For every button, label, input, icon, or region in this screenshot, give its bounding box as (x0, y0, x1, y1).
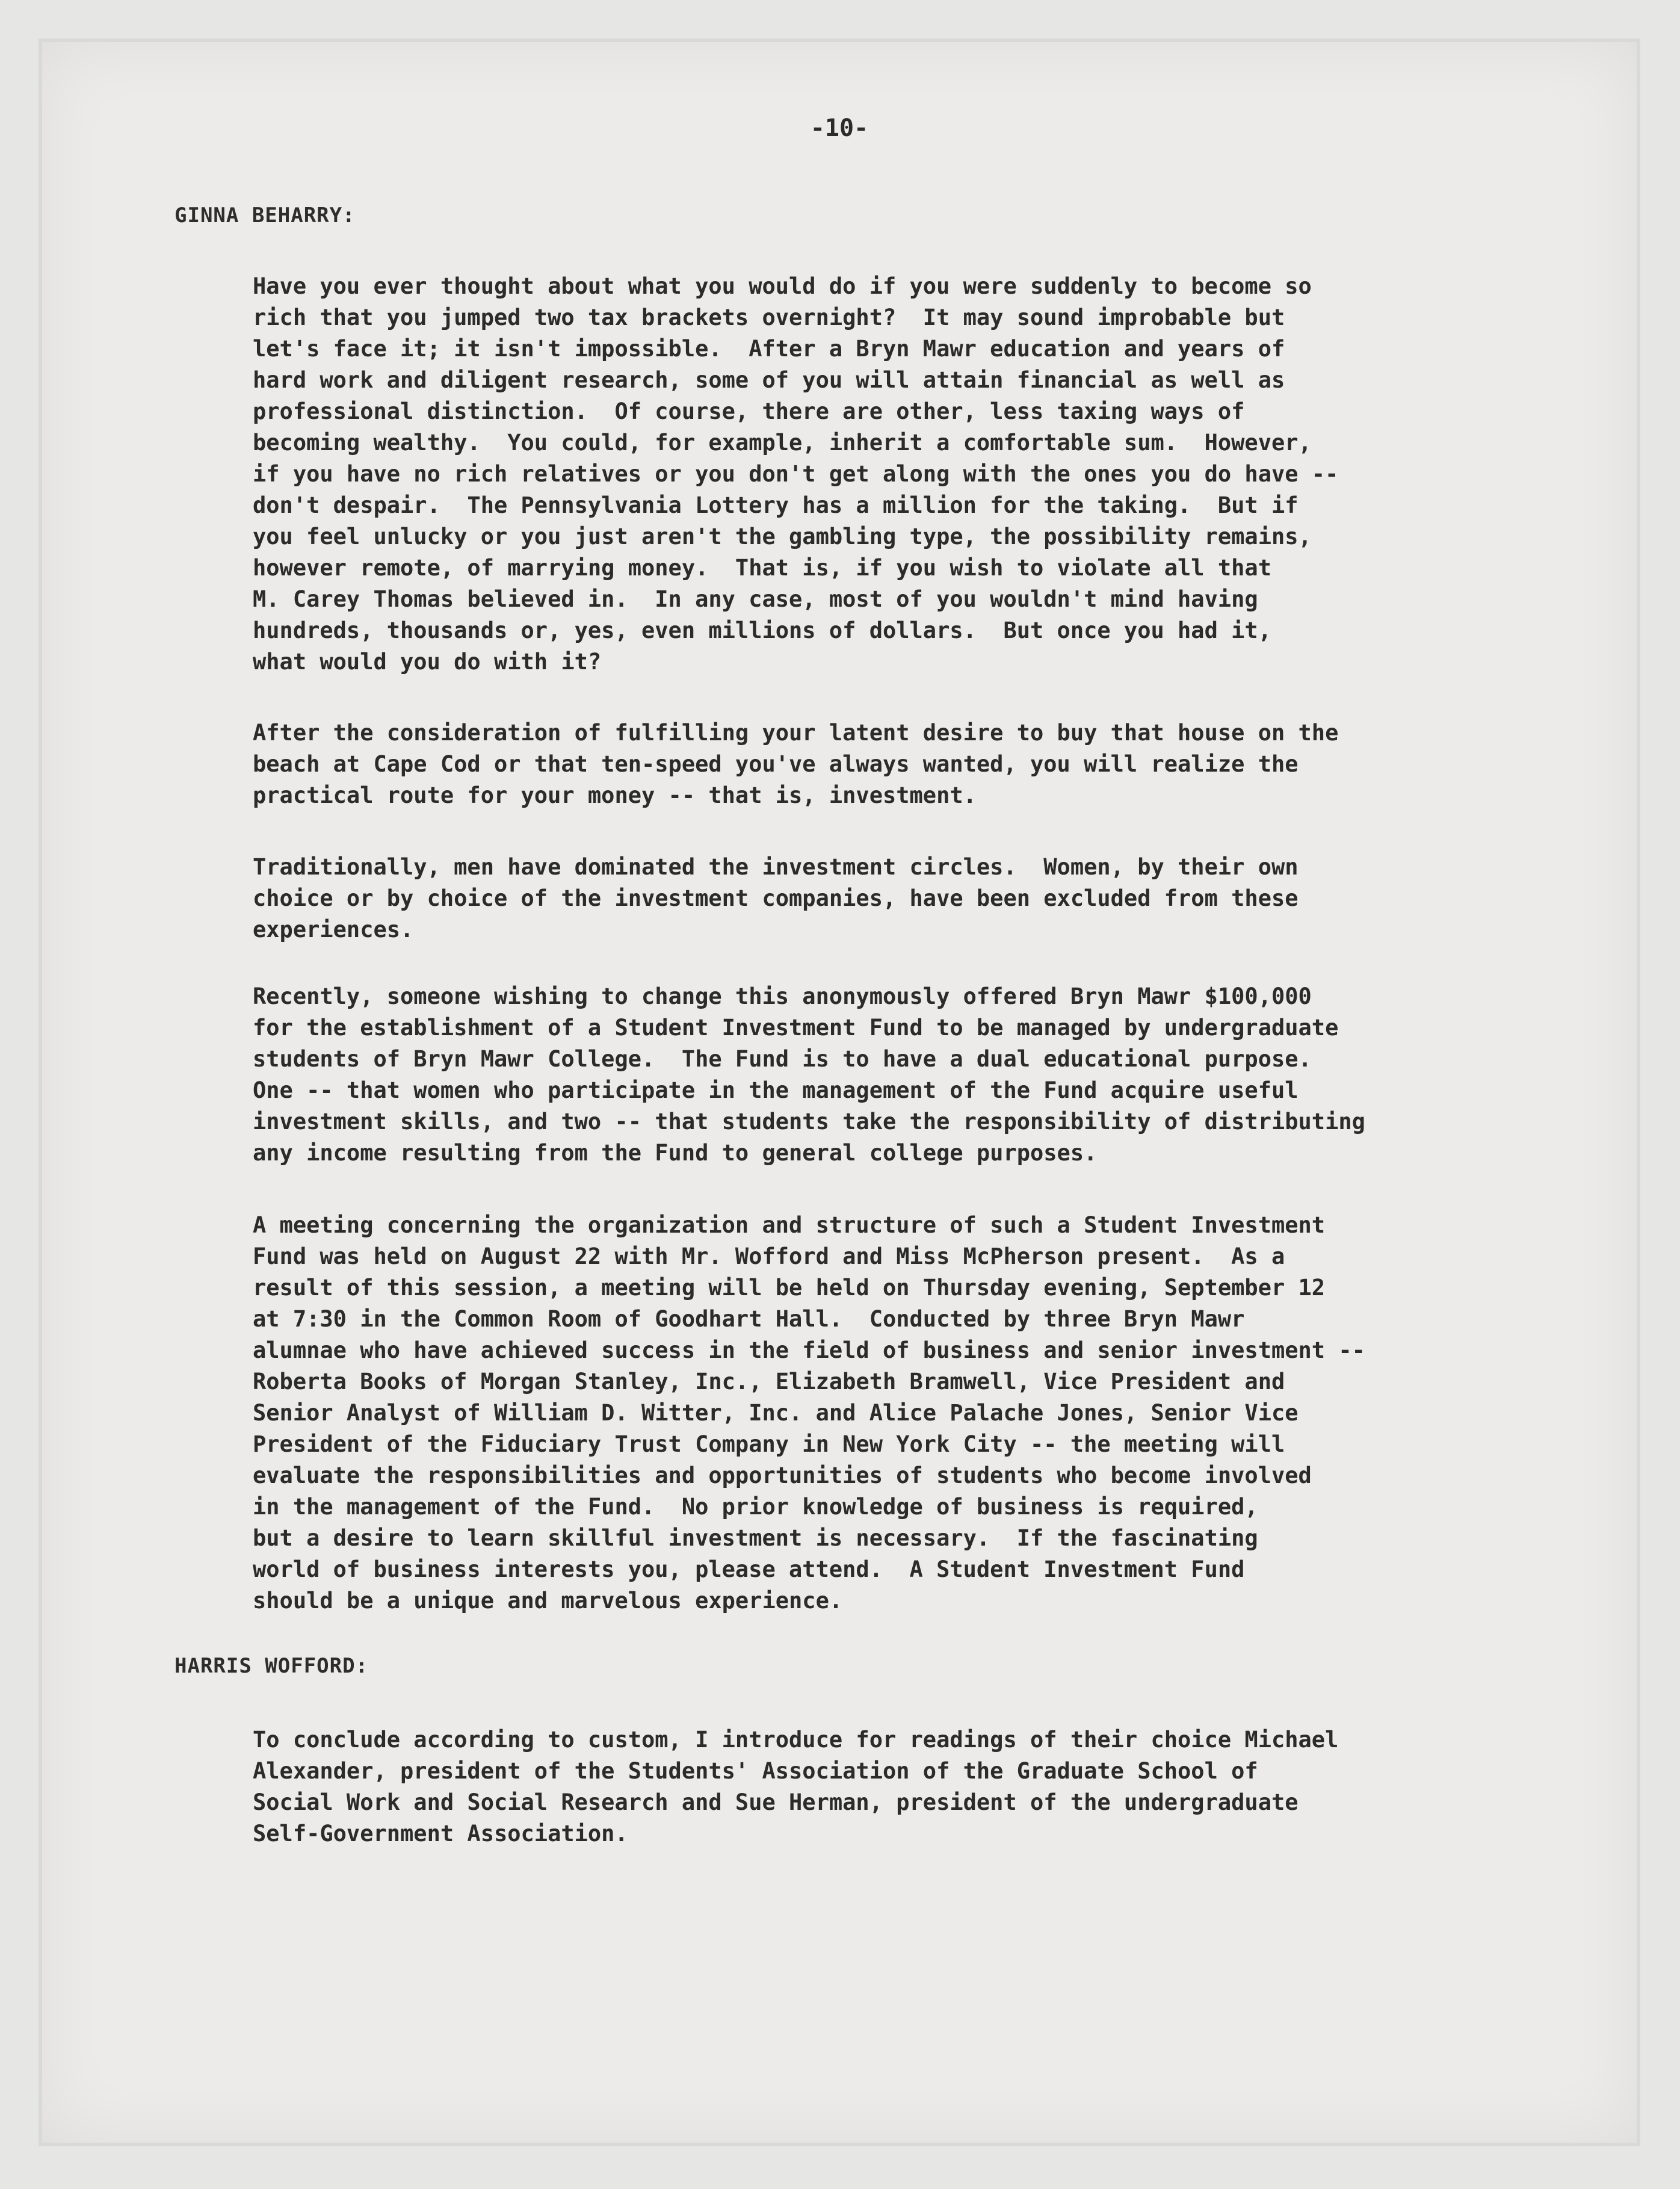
paragraph-5: A meeting concerning the organization and structure of such a Student Investment Fund was held on August 22 with Mr. Wofford and Miss McPherson present. As a result of this session, a meeting will be held on Thursday evening, September 12 at 7:30 in the Common Room of Goodhart Hall. Conducted by three Bryn Mawr alumnae who have achieved success in the field of business and senior investment -- Roberta Books of Morgan Stanley, Inc., Elizabeth Bramwell, Vice President and Senior Analyst of William D. Witter, Inc. and Alice Palache Jones, Senior Vice President of the Fiduciary Trust Company in New York City -- the meeting will evaluate the responsibilities and opportunities of students who become involved in the management of the Fund. No prior knowledge of business is required, but a desire to learn skillful investment is necessary. If the fascinating world of business interests you, please attend. A Student Investment Fund should be a unique and marvelous experience. (253, 1212, 1365, 1614)
paragraph-1: Have you ever thought about what you would do if you were suddenly to become so rich that you jumped two tax brackets overnight? It may sound improbable but let's face it; it isn't impossible. After a Bryn Mawr education and years of hard work and diligent research, some of you will attain financial as well as professional distinction. Of course, there are other, less taxing ways of becoming wealthy. You could, for example, inherit a comfortable sum. However, if you have no rich relatives or you don't get along with the ones you do have -- don't despair. The Pennsylvania Lottery has a million for the taking. But if you feel unlucky or you just aren't the gambling type, the possibility remains, however remote, of marrying money. That is, if you wish to violate all that M. Carey Thomas believed in. In any case, most of you wouldn't mind having hundreds, thousands or, yes, even millions of dollars. But once you had it, what would you do with it? (253, 273, 1339, 675)
paragraph-2: After the consideration of fulfilling your latent desire to buy that house on the beach at Cape Cod or that ten-speed you've always wanted, you will realize the practical route for your money -- that is, investment. (253, 720, 1339, 808)
speaker-ginna-beharry: GINNA BEHARRY: (174, 203, 356, 228)
document-page (42, 42, 1637, 2143)
paragraph-3: Traditionally, men have dominated the investment circles. Women, by their own choice or by choice of the investment companies, have been excluded from these experiences. (253, 854, 1299, 943)
speaker-harris-wofford: HARRIS WOFFORD: (174, 1654, 369, 1678)
paragraph-6: To conclude according to custom, I introduce for readings of their choice Michael Alexander, president of the Students' Association of the Graduate School of Social Work and Social Research and Sue Herman, president of the undergraduate Self-Government Association. (253, 1727, 1339, 1847)
paragraph-4: Recently, someone wishing to change this anonymously offered Bryn Mawr $100,000 for the establishment of a Student Investment Fund to be managed by undergraduate students of Bryn Mawr College. The Fund is to have a dual educational purpose. One -- that women who participate in the management of the Fund acquire useful investment skills, and two -- that students take the responsibility of distributing any income resulting from the Fund to general college purposes. (253, 983, 1365, 1166)
page-number: -10- (810, 114, 869, 142)
